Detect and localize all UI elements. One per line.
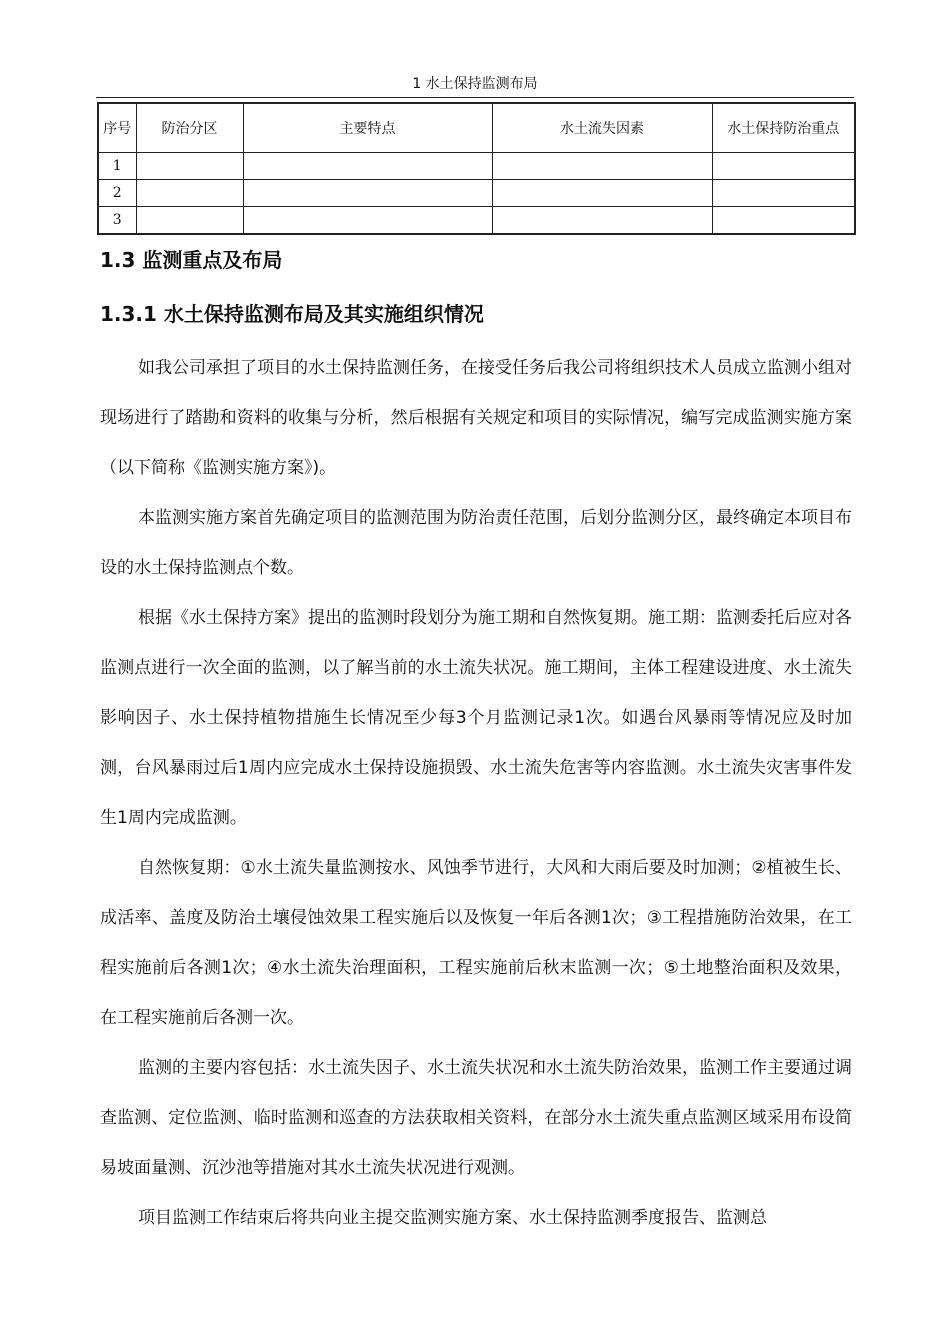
paragraph: 根据《水土保持方案》提出的监测时段划分为施工期和自然恢复期。施工期：监测委托后应对各监测点进行一次全面的监测，以了解当前的水土流失状况。施工期间，主体工程建设进度、水土流失影响因子、水土保持植物措施生长情况至少每3个月监测记录1次。如遇台风暴雨等情况应及时加测，台风暴雨过后1周内应完成水土保持设施损毁、水土流失危害等内容监测。水土流失灾害事件发生1周内完成监测。 [100,608,852,828]
table-cell [136,180,243,207]
monitoring-layout-table [97,102,856,235]
subsection-heading: 1.3.1 水土保持监测布局及其实施组织情况 [100,302,484,326]
table-cell: 2 [98,180,136,207]
caption-rule [96,97,854,98]
table-row [98,153,855,180]
header-key-points: 水土保持防治重点 [712,103,855,153]
table-cell [492,180,712,207]
table-cell [136,207,243,235]
header-zone: 防治分区 [136,103,243,153]
table-cell: 1 [98,153,136,180]
table-cell [712,180,855,207]
table-cell [712,207,855,235]
section-heading: 1.3 监测重点及布局 [100,248,283,272]
paragraph: 监测的主要内容包括：水土流失因子、水土流失状况和水土流失防治效果，监测工作主要通过调查监测、定位监测、临时监测和巡查的方法获取相关资料，在部分水土流失重点监测区域采用布设简易坡面量测、沉沙池等措施对其水土流失状况进行观测。 [100,1058,852,1178]
table-cell [243,180,492,207]
paragraph: 如我公司承担了项目的水土保持监测任务，在接受任务后我公司将组织技术人员成立监测小组对现场进行了踏勘和资料的收集与分析，然后根据有关规定和项目的实际情况，编写完成监测实施方案（以下简称《监测实施方案》)。 [100,358,852,478]
table-header-row [98,103,855,153]
table-cell [712,153,855,180]
table-cell [136,153,243,180]
header-erosion-factors: 水土流失因素 [492,103,712,153]
table-row [98,207,855,235]
table-cell [492,153,712,180]
body-text [100,343,852,1243]
paragraph: 自然恢复期：①水土流失量监测按水、风蚀季节进行，大风和大雨后要及时加测；②植被生长、成活率、盖度及防治土壤侵蚀效果工程实施后以及恢复一年后各测1次；③工程措施防治效果，在工程实施前后各测1次；④水土流失治理面积，工程实施前后秋末监测一次；⑤土地整治面积及效果，在工程实施前后各测一次。 [100,858,852,1028]
table-cell [243,207,492,235]
table-cell [243,153,492,180]
table-caption: 1 水土保持监测布局 [412,76,538,92]
header-index: 序号 [98,103,136,153]
header-features: 主要特点 [243,103,492,153]
table-cell [492,207,712,235]
paragraph: 本监测实施方案首先确定项目的监测范围为防治责任范围，后划分监测分区，最终确定本项目布设的水土保持监测点个数。 [100,508,852,578]
paragraph: 项目监测工作结束后将共向业主提交监测实施方案、水土保持监测季度报告、监测总 [138,1208,767,1228]
table-cell: 3 [98,207,136,235]
table-row [98,180,855,207]
